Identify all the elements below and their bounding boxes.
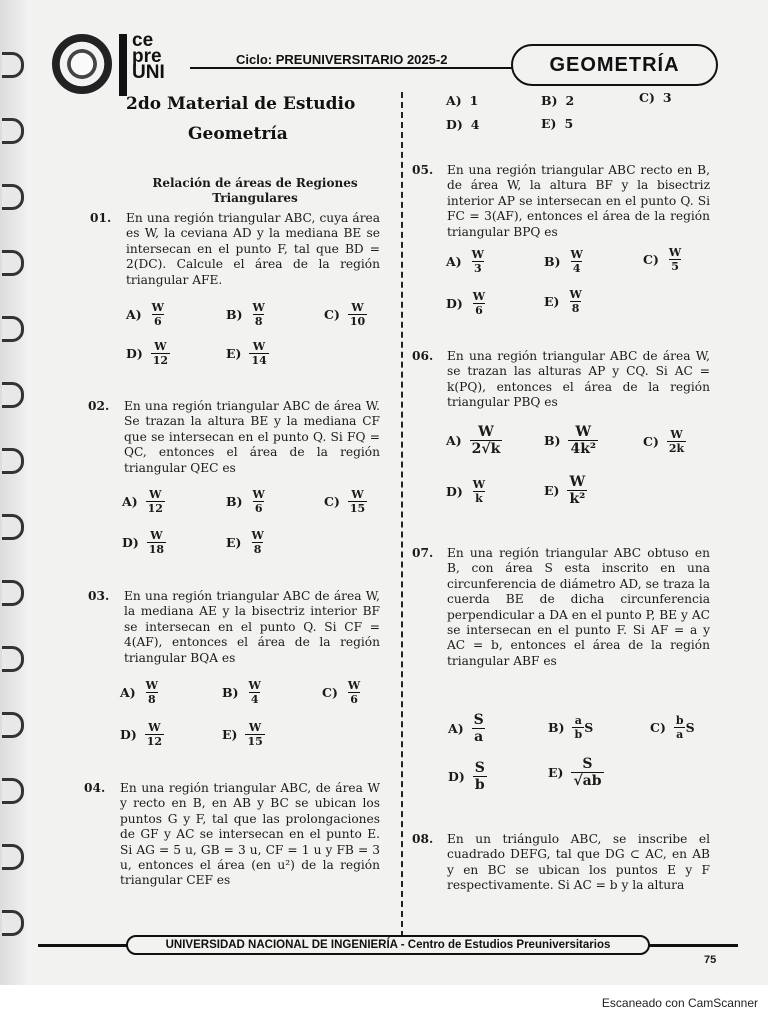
option-label: C) <box>324 494 340 509</box>
option-b[interactable] <box>544 248 585 275</box>
fraction-numerator: W <box>145 679 158 692</box>
fraction-numerator: W <box>149 488 162 501</box>
question-05 <box>412 163 710 240</box>
fraction-numerator: W <box>668 246 682 259</box>
option-e[interactable] <box>222 721 265 748</box>
fraction-numerator: a <box>574 714 582 727</box>
fraction-denominator: 6 <box>254 502 263 515</box>
question-number: 03. <box>88 589 110 603</box>
cycle-label: Ciclo: PREUNIVERSITARIO 2025-2 <box>236 52 448 67</box>
option-b[interactable] <box>222 679 263 706</box>
fraction-denominator: 4 <box>250 693 259 706</box>
option-label: E) <box>226 535 242 550</box>
fraction-denominator: 15 <box>247 735 263 748</box>
question-02 <box>88 399 380 476</box>
option-d[interactable] <box>122 529 166 556</box>
option-d[interactable] <box>446 290 487 317</box>
scanner-watermark: Escaneado con CamScanner <box>601 996 758 1010</box>
option-value: 1 <box>469 93 479 108</box>
option-c[interactable] <box>324 488 367 515</box>
logo-line: pre <box>132 46 162 67</box>
header-rule <box>190 67 513 69</box>
option-a[interactable] <box>126 301 166 328</box>
fraction-numerator: W <box>471 248 484 261</box>
option-c[interactable] <box>643 428 686 455</box>
fraction-numerator: W <box>351 301 364 314</box>
option-label: C) <box>650 720 666 735</box>
option-e[interactable] <box>541 116 573 131</box>
question-text: En un triángulo ABC, se inscribe el cuadrado DEFG, tal que DG ⊂ AC, en AB y en BC se ubican los puntos E y F respectivamente. Si AC = b y la altura <box>447 832 710 893</box>
option-a[interactable] <box>120 679 160 706</box>
question-08 <box>412 832 710 894</box>
fraction-denominator: 5 <box>671 260 679 273</box>
fraction-denominator: 6 <box>350 693 358 706</box>
fraction-numerator: W <box>472 290 486 303</box>
option-label: B) <box>541 93 558 108</box>
option-label: A) <box>446 254 462 269</box>
fraction-denominator: 6 <box>153 315 162 328</box>
binding-ring <box>2 118 24 144</box>
page-number: 75 <box>704 954 717 966</box>
binding-ring <box>2 316 24 342</box>
option-label: D) <box>446 484 463 499</box>
question-text: En una región triangular ABC de área W, la mediana AE y la bisectriz interior BF se intersecan en el punto Q. Si CF = 4(AF), entonces el área de la región triangular BQA es <box>124 589 380 665</box>
option-value: 4 <box>470 117 480 132</box>
question-number: 06. <box>412 349 434 363</box>
option-label: A) <box>126 307 142 322</box>
fraction-denominator: 2k <box>668 442 685 455</box>
option-b[interactable] <box>548 714 593 741</box>
option-label: E) <box>226 346 242 361</box>
option-label: A) <box>448 721 464 736</box>
spiral-binding <box>0 0 26 985</box>
option-a[interactable] <box>446 248 486 275</box>
fraction-denominator: k <box>475 492 483 505</box>
question-04 <box>84 781 380 889</box>
question-07 <box>412 546 710 669</box>
option-d[interactable] <box>448 760 487 793</box>
option-label: E) <box>541 116 557 131</box>
fraction-numerator: W <box>570 248 583 261</box>
option-c[interactable] <box>639 90 672 105</box>
question-text: En una región triangular ABC de área W, se trazan las alturas AP y CQ. Si AC = k(PQ), entonces el área de la región triangular PBQ es <box>447 349 710 410</box>
option-d[interactable] <box>446 478 487 505</box>
fraction-denominator: 8 <box>253 543 262 556</box>
option-a[interactable] <box>446 424 502 457</box>
fraction-numerator: W <box>252 301 265 314</box>
option-a[interactable] <box>448 712 486 745</box>
option-e[interactable] <box>544 474 587 507</box>
question-number: 04. <box>84 781 106 795</box>
fraction-denominator: 4 <box>572 262 581 275</box>
fraction-denominator: k² <box>569 491 586 507</box>
option-label: D) <box>446 117 463 132</box>
binding-ring <box>2 712 24 738</box>
binding-ring <box>2 910 24 936</box>
footer-university-banner: UNIVERSIDAD NACIONAL DE INGENIERÍA - Centro de Estudios Preuniversitarios <box>126 935 650 955</box>
binding-ring <box>2 184 24 210</box>
option-label: D) <box>120 727 137 742</box>
option-e[interactable] <box>548 756 604 789</box>
topic-line: Relación de áreas de Regiones <box>152 176 358 190</box>
fraction-denominator: a <box>676 728 684 741</box>
fraction-numerator: W <box>252 488 265 501</box>
option-c[interactable] <box>322 679 362 706</box>
fraction-numerator: W <box>154 340 167 353</box>
question-03 <box>88 589 380 666</box>
option-label: C) <box>639 90 655 105</box>
option-label: D) <box>448 769 465 784</box>
binding-ring <box>2 844 24 870</box>
option-d[interactable] <box>120 721 164 748</box>
option-c[interactable] <box>643 246 683 273</box>
question-text: En una región triangular ABC de área W. Se trazan la altura BE y la mediana CF que se intersecan en el punto Q. Si FQ = QC, entonces el área de la región triangular QEC es <box>124 399 380 475</box>
binding-ring <box>2 778 24 804</box>
fraction-numerator: W <box>575 424 592 440</box>
option-label: A) <box>120 685 136 700</box>
fraction-numerator: W <box>670 428 683 441</box>
option-suffix: S <box>685 720 695 735</box>
option-d[interactable] <box>446 117 479 132</box>
option-label: E) <box>548 765 564 780</box>
fraction-numerator: W <box>472 478 486 491</box>
column-divider <box>401 92 403 937</box>
fraction-denominator: a <box>474 729 484 745</box>
option-value: 3 <box>662 90 672 105</box>
question-number: 05. <box>412 163 434 177</box>
uni-seal-logo <box>52 34 112 94</box>
option-label: B) <box>226 307 243 322</box>
fraction-denominator: 6 <box>475 304 483 317</box>
option-label: D) <box>126 346 143 361</box>
fraction-numerator: W <box>351 488 364 501</box>
question-06 <box>412 349 710 411</box>
question-number: 08. <box>412 832 434 846</box>
fraction-denominator: 8 <box>571 302 580 315</box>
question-text: En una región triangular ABC obtuso en B, con área S esta inscrito en una circunferencia de diámetro AD, se traza la cuerda BE de dicha circunferencia perpendicular a DA en el punto P, BE y AC se intersecan en el punto F. Si AF = a y AC = b, entonces el área de la región triangular ABF es <box>447 546 710 668</box>
option-label: A) <box>446 93 462 108</box>
option-c[interactable] <box>324 301 367 328</box>
binding-ring <box>2 580 24 606</box>
fraction-denominator: 10 <box>349 315 366 328</box>
fraction-denominator: 8 <box>254 315 263 328</box>
option-c[interactable] <box>650 714 695 741</box>
fraction-denominator: 15 <box>349 502 366 515</box>
fraction-numerator: W <box>251 529 264 542</box>
option-b[interactable] <box>226 301 267 328</box>
option-e[interactable] <box>544 288 584 315</box>
question-text: En una región triangular ABC, de área W y recto en B, en AB y BC se ubican los puntos G y F, tal que las prolongaciones de GF y AC se intersecan en el punto E. Si AG = 5 u, GB = 3 u, CF = 1 u y FB = 3 u, entonces el área (en u²) de la región triangular CEF es <box>120 781 380 888</box>
binding-ring <box>2 250 24 276</box>
option-label: D) <box>122 535 139 550</box>
fraction-numerator: b <box>675 714 684 727</box>
fraction-numerator: W <box>150 529 163 542</box>
question-text: En una región triangular ABC, cuya área es W, la ceviana AD y la mediana BE se intersecan en el punto F, tal que BD = 2(DC). Calcule el área de la región triangular AFE. <box>126 211 380 287</box>
course-title-badge: GEOMETRÍA <box>511 44 718 86</box>
fraction-denominator: 12 <box>146 735 163 748</box>
fraction-denominator: 18 <box>148 543 165 556</box>
option-value: 2 <box>565 93 575 108</box>
fraction-numerator: W <box>478 424 494 440</box>
option-label: E) <box>222 727 238 742</box>
question-01 <box>90 211 380 288</box>
fraction-denominator: 14 <box>251 354 267 367</box>
fraction-numerator: W <box>569 288 582 301</box>
question-number: 02. <box>88 399 110 413</box>
binding-ring <box>2 382 24 408</box>
question-number: 07. <box>412 546 434 560</box>
fraction-denominator: b <box>574 728 583 741</box>
logo-line: ce <box>132 30 154 51</box>
fraction-numerator: W <box>148 721 161 734</box>
fraction-denominator: 4k² <box>570 441 597 457</box>
question-text: En una región triangular ABC recto en B, de área W, la altura BF y la bisectriz interior AP se intersecan en el punto Q. Si FC = 3(AF), entonces el área de la región triangular BPQ es <box>447 163 710 239</box>
fraction-denominator: 12 <box>147 502 163 515</box>
option-label: B) <box>222 685 239 700</box>
fraction-denominator: 2√k <box>471 441 501 457</box>
logo-line: UNI <box>132 62 165 83</box>
fraction-denominator: 12 <box>152 354 169 367</box>
option-b[interactable] <box>226 488 267 515</box>
cepre-uni-logo <box>132 30 165 83</box>
fraction-numerator: W <box>248 721 262 734</box>
fraction-denominator: 8 <box>147 693 156 706</box>
question-number: 01. <box>90 211 112 225</box>
fraction-numerator: W <box>569 474 586 490</box>
option-label: B) <box>548 720 565 735</box>
binding-ring <box>2 514 24 540</box>
option-a[interactable] <box>446 93 478 108</box>
topic-heading <box>120 176 390 206</box>
option-suffix: S <box>584 720 594 735</box>
option-label: C) <box>322 685 338 700</box>
material-title: 2do Material de Estudio <box>126 94 356 114</box>
fraction-numerator: W <box>252 340 266 353</box>
option-b[interactable] <box>544 424 598 457</box>
option-label: B) <box>226 494 243 509</box>
binding-ring <box>2 448 24 474</box>
fraction-denominator: 3 <box>473 262 482 275</box>
option-label: C) <box>324 307 340 322</box>
binding-ring <box>2 646 24 672</box>
option-label: D) <box>446 296 463 311</box>
option-label: B) <box>544 433 561 448</box>
fraction-numerator: S <box>582 756 593 772</box>
binding-ring <box>2 52 24 78</box>
option-value: 5 <box>564 116 574 131</box>
option-d[interactable] <box>126 340 170 367</box>
option-b[interactable] <box>541 93 574 108</box>
cepre-logo-bar <box>119 34 127 96</box>
fraction-numerator: W <box>151 301 164 314</box>
option-a[interactable] <box>122 488 165 515</box>
fraction-denominator: b <box>474 777 485 793</box>
option-label: B) <box>544 254 561 269</box>
fraction-numerator: W <box>248 679 261 692</box>
option-label: E) <box>544 294 560 309</box>
topic-line: Triangulares <box>212 191 298 205</box>
option-label: A) <box>122 494 138 509</box>
option-label: E) <box>544 483 560 498</box>
fraction-numerator: S <box>473 712 484 728</box>
fraction-numerator: W <box>347 679 361 692</box>
option-e[interactable] <box>226 529 266 556</box>
option-label: C) <box>643 252 659 267</box>
subject-title: Geometría <box>188 124 288 144</box>
fraction-denominator: √ab <box>573 773 602 789</box>
fraction-numerator: S <box>474 760 485 776</box>
option-label: A) <box>446 433 462 448</box>
option-label: C) <box>643 434 659 449</box>
option-e[interactable] <box>226 340 269 367</box>
